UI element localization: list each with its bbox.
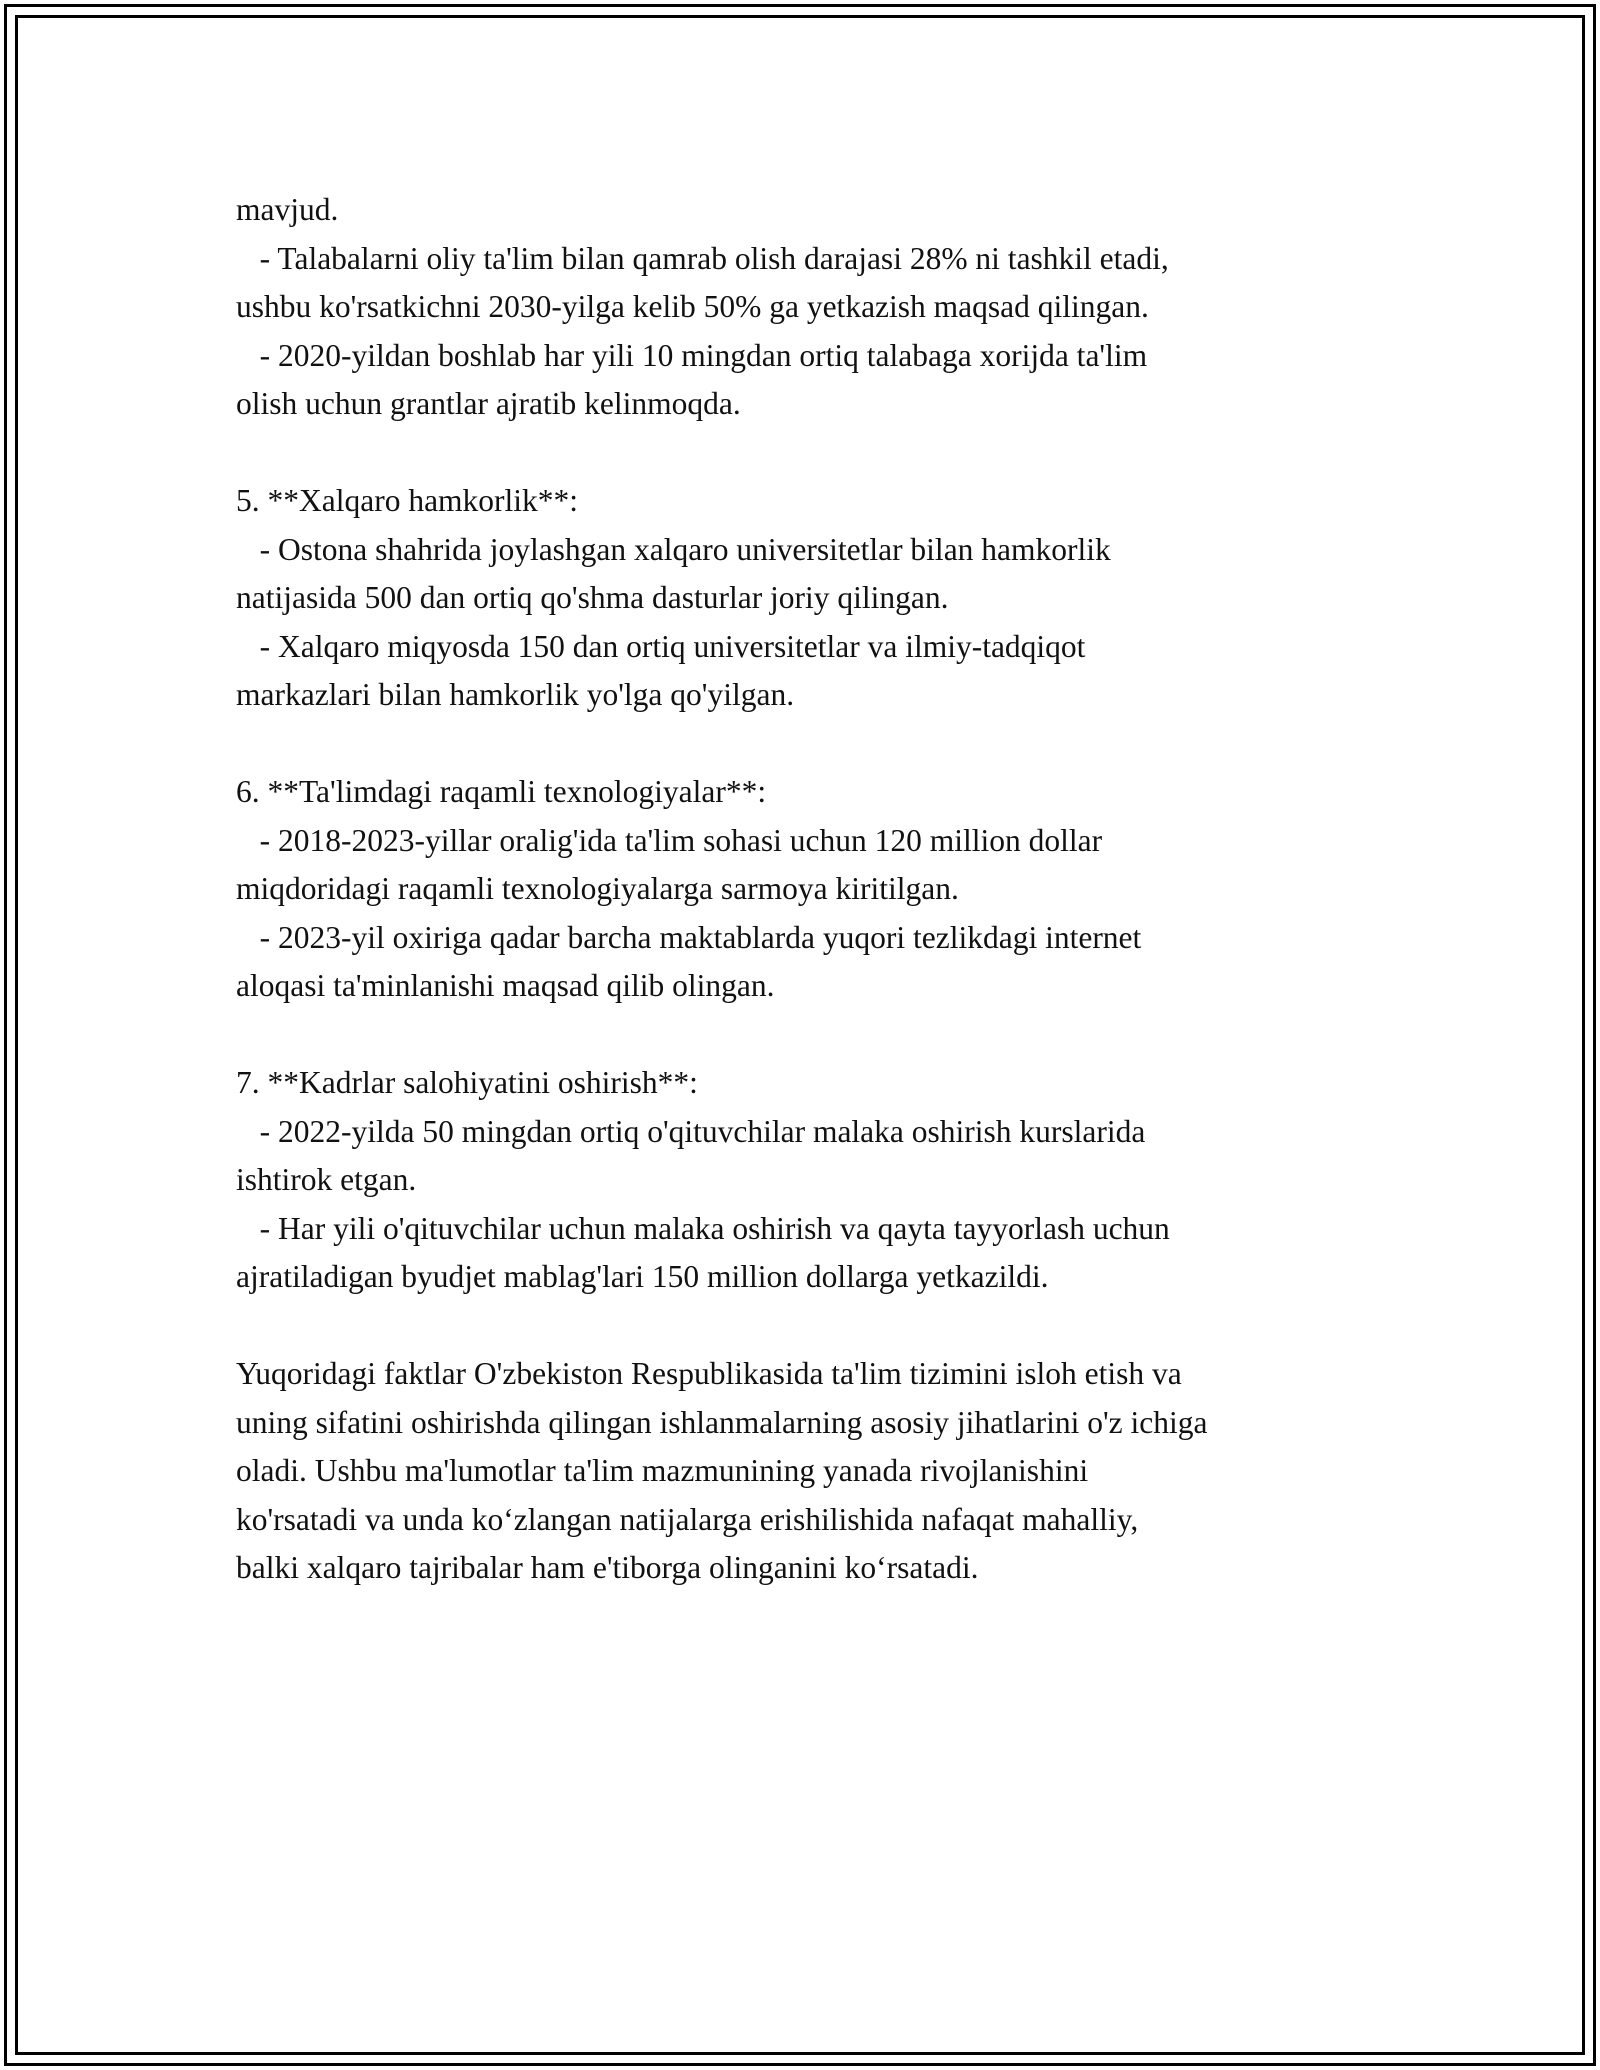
section-bullet-line: - Ostona shahrida joylashgan xalqaro universitetlar bilan hamkorlik [236,531,1111,567]
section-bullet-line: ishtirok etgan. [236,1162,417,1197]
section-bullet-line: natijasida 500 dan ortiq qo'shma dasturlar joriy qilingan. [236,580,949,615]
section-bullet-line: markazlari bilan hamkorlik yo'lga qo'yilgan. [236,677,795,712]
conclusion-line: ko'rsatadi va unda ko‘zlangan natijalarga erishilishida nafaqat mahalliy, [236,1501,1139,1537]
paragraph-spacer [236,1011,1386,1060]
intro-bullet-line: - Talabalarni oliy ta'lim bilan qamrab olish darajasi 28% ni tashkil etadi, [236,240,1169,276]
section-bullet-line: - 2022-yilda 50 mingdan ortiq o'qituvchilar malaka oshirish kurslarida [236,1113,1146,1149]
section-heading: 7. **Kadrlar salohiyatini oshirish**: [236,1065,698,1100]
section-bullet-line: miqdoridagi raqamli texnologiyalarga sarmoya kiritilgan. [236,871,959,906]
section-bullet-line: - Har yili o'qituvchilar uchun malaka oshirish va qayta tayyorlash uchun [236,1210,1170,1246]
paragraph-spacer [236,1302,1386,1351]
conclusion-line: oladi. Ushbu ma'lumotlar ta'lim mazmunining yanada rivojlanishini [236,1453,1089,1488]
intro-bullet-line: - 2020-yildan boshlab har yili 10 mingdan ortiq talabaga xorijda ta'lim [236,337,1148,373]
section-bullet-line: ajratiladigan byudjet mablag'lari 150 million dollarga yetkazildi. [236,1259,1049,1294]
intro-tail-line: mavjud. [236,192,339,227]
section-bullet-line: - 2018-2023-yillar oralig'ida ta'lim sohasi uchun 120 million dollar [236,822,1103,858]
section-heading: 6. **Ta'limdagi raqamli texnologiyalar**: [236,774,767,809]
paragraph-spacer [236,720,1386,769]
paragraph-spacer [236,429,1386,478]
conclusion-line: balki xalqaro tajribalar ham e'tiborga olinganini ko‘rsatadi. [236,1550,979,1585]
intro-bullet-line: olish uchun grantlar ajratib kelinmoqda. [236,386,741,421]
conclusion-line: uning sifatini oshirishda qilingan ishlanmalarning asosiy jihatlarini o'z ichiga [236,1404,1208,1440]
conclusion-line: Yuqoridagi faktlar O'zbekiston Respublikasida ta'lim tizimini isloh etish va [236,1356,1182,1391]
document-body [236,186,1386,1593]
section-bullet-line: aloqasi ta'minlanishi maqsad qilib olingan. [236,968,775,1003]
intro-bullet-line: ushbu ko'rsatkichni 2030-yilga kelib 50% ga yetkazish maqsad qilingan. [236,289,1149,324]
section-heading: 5. **Xalqaro hamkorlik**: [236,483,579,518]
section-bullet-line: - Xalqaro miqyosda 150 dan ortiq universitetlar va ilmiy-tadqiqot [236,628,1086,664]
section-bullet-line: - 2023-yil oxiriga qadar barcha maktablarda yuqori tezlikdagi internet [236,919,1142,955]
